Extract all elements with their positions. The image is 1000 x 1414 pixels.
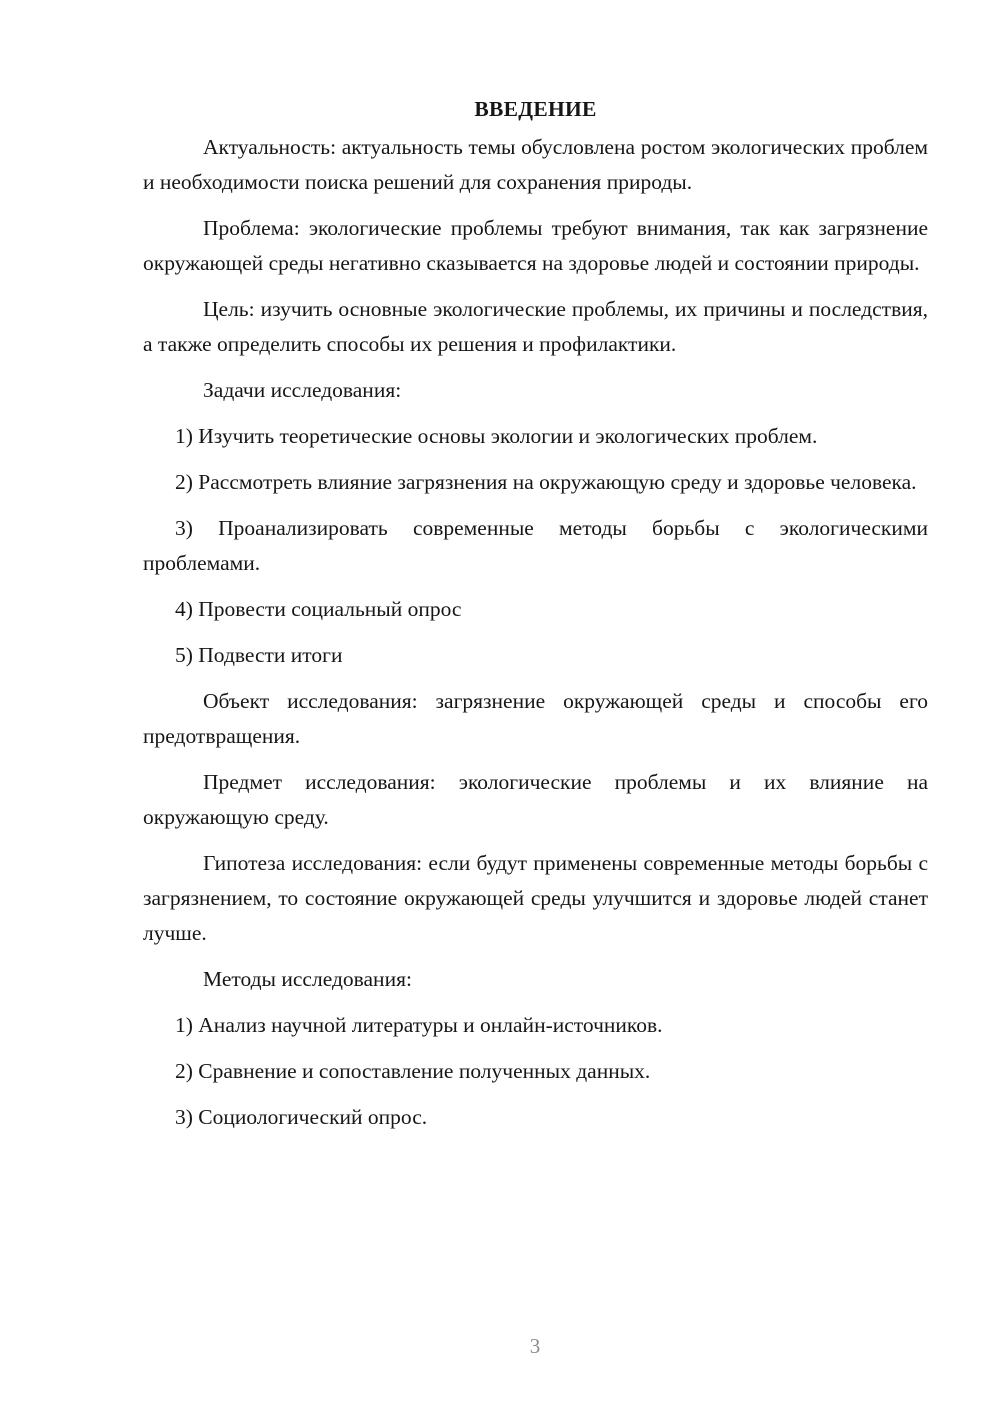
task-item: 1) Изучить теоретические основы экологии и экологических проблем.	[175, 424, 818, 448]
task-item: 5) Подвести итоги	[175, 643, 343, 667]
method-item: 3) Социологический опрос.	[175, 1105, 428, 1129]
tasks-title: Задачи исследования:	[203, 378, 402, 402]
subject-paragraph: Предмет исследования: экологические проблемы и их влияние на окружающую среду.	[143, 770, 928, 829]
method-item: 1) Анализ научной литературы и онлайн-источников.	[175, 1013, 663, 1037]
hypothesis-paragraph: Гипотеза исследования: если будут применены современные методы борьбы с загрязнением, то состояние окружающей среды улучшится и здоровье людей станет лучше.	[143, 851, 928, 945]
object-paragraph: Объект исследования: загрязнение окружающей среды и способы его предотвращения.	[143, 689, 928, 748]
section-heading: ВВЕДЕНИЕ	[474, 97, 597, 121]
page-number: 3	[529, 1334, 541, 1358]
relevance-paragraph: Актуальность: актуальность темы обусловлена ростом экологических проблем и необходимости поиска решений для сохранения природы.	[143, 135, 928, 194]
methods-title: Методы исследования:	[203, 967, 412, 991]
task-item: 3) Проанализировать современные методы борьбы с экологическими проблемами.	[143, 516, 928, 575]
task-item: 4) Провести социальный опрос	[175, 597, 462, 621]
page-content	[143, 92, 928, 1146]
goal-paragraph: Цель: изучить основные экологические проблемы, их причины и последствия, а также определить способы их решения и профилактики.	[143, 297, 928, 356]
problem-paragraph: Проблема: экологические проблемы требуют внимания, так как загрязнение окружающей среды негативно сказывается на здоровье людей и состоянии природы.	[143, 216, 928, 275]
method-item: 2) Сравнение и сопоставление полученных данных.	[175, 1059, 651, 1083]
task-item: 2) Рассмотреть влияние загрязнения на окружающую среду и здоровье человека.	[175, 470, 917, 494]
